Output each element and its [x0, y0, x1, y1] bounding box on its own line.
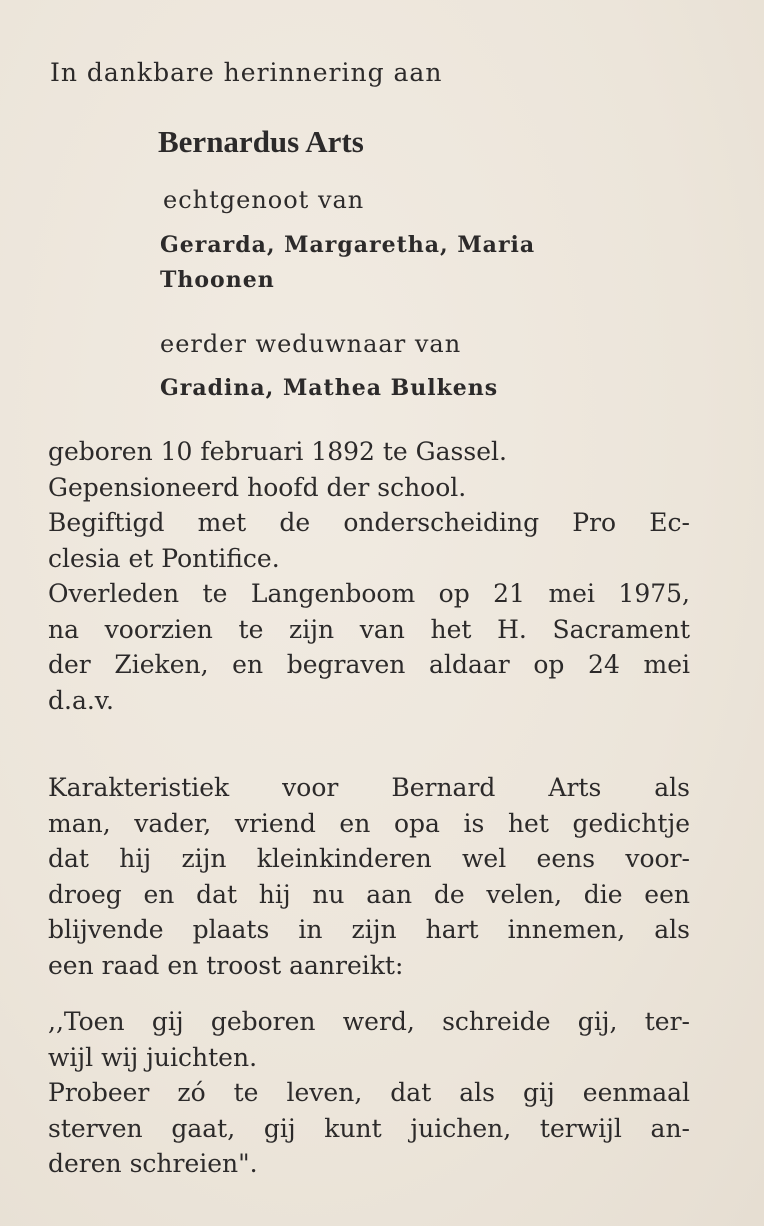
spouse-relation: echtgenoot van	[163, 186, 365, 214]
characteristic-line: man, vader, vriend en opa is het gedichtje	[48, 808, 690, 838]
quote-line: Probeer zó te leven, dat als gij eenmaal	[48, 1078, 690, 1107]
quote-line: ,,Toen gij geboren werd, schreide gij, ter-	[48, 1007, 690, 1036]
quote-line: deren schreien".	[48, 1149, 258, 1178]
characteristic-line: Karakteristiek voor Bernard Arts als	[48, 773, 690, 802]
quote-line: sterven gaat, gij kunt juichen, terwijl an-	[48, 1113, 690, 1143]
spouse-name-line1: Gerarda, Margaretha, Maria	[160, 232, 536, 258]
characteristic-line: een raad en troost aanreikt:	[48, 950, 404, 980]
biography-line: clesia et Pontifice.	[48, 543, 280, 573]
biography-line: d.a.v.	[48, 685, 114, 715]
spouse-name-line2: Thoonen	[160, 267, 275, 293]
biography-line: Gepensioneerd hoofd der school.	[48, 472, 467, 502]
biography-line: der Zieken, en begraven aldaar op 24 mei	[48, 650, 690, 679]
biography-line: na voorzien te zijn van het H. Sacrament	[48, 614, 690, 644]
former-spouse-name: Gradina, Mathea Bulkens	[160, 375, 499, 401]
intro-text: In dankbare herinnering aan	[50, 58, 443, 87]
biography-line: geboren 10 februari 1892 te Gassel.	[48, 437, 507, 466]
former-relation: eerder weduwnaar van	[160, 330, 462, 358]
characteristic-paragraph	[48, 770, 690, 983]
deceased-name: Bernardus Arts	[158, 124, 364, 159]
characteristic-line: droeg en dat hij nu aan de velen, die een	[48, 879, 690, 909]
characteristic-line: dat hij zijn kleinkinderen wel eens voor-	[48, 844, 690, 873]
biography-paragraph	[48, 434, 690, 718]
quote-line: wijl wij juichten.	[48, 1042, 258, 1072]
biography-line: Begiftigd met de onderscheiding Pro Ec-	[48, 508, 690, 537]
biography-line: Overleden te Langenboom op 21 mei 1975,	[48, 579, 690, 608]
characteristic-line: blijvende plaats in zijn hart innemen, als	[48, 915, 690, 944]
quote-paragraph	[48, 1004, 690, 1182]
